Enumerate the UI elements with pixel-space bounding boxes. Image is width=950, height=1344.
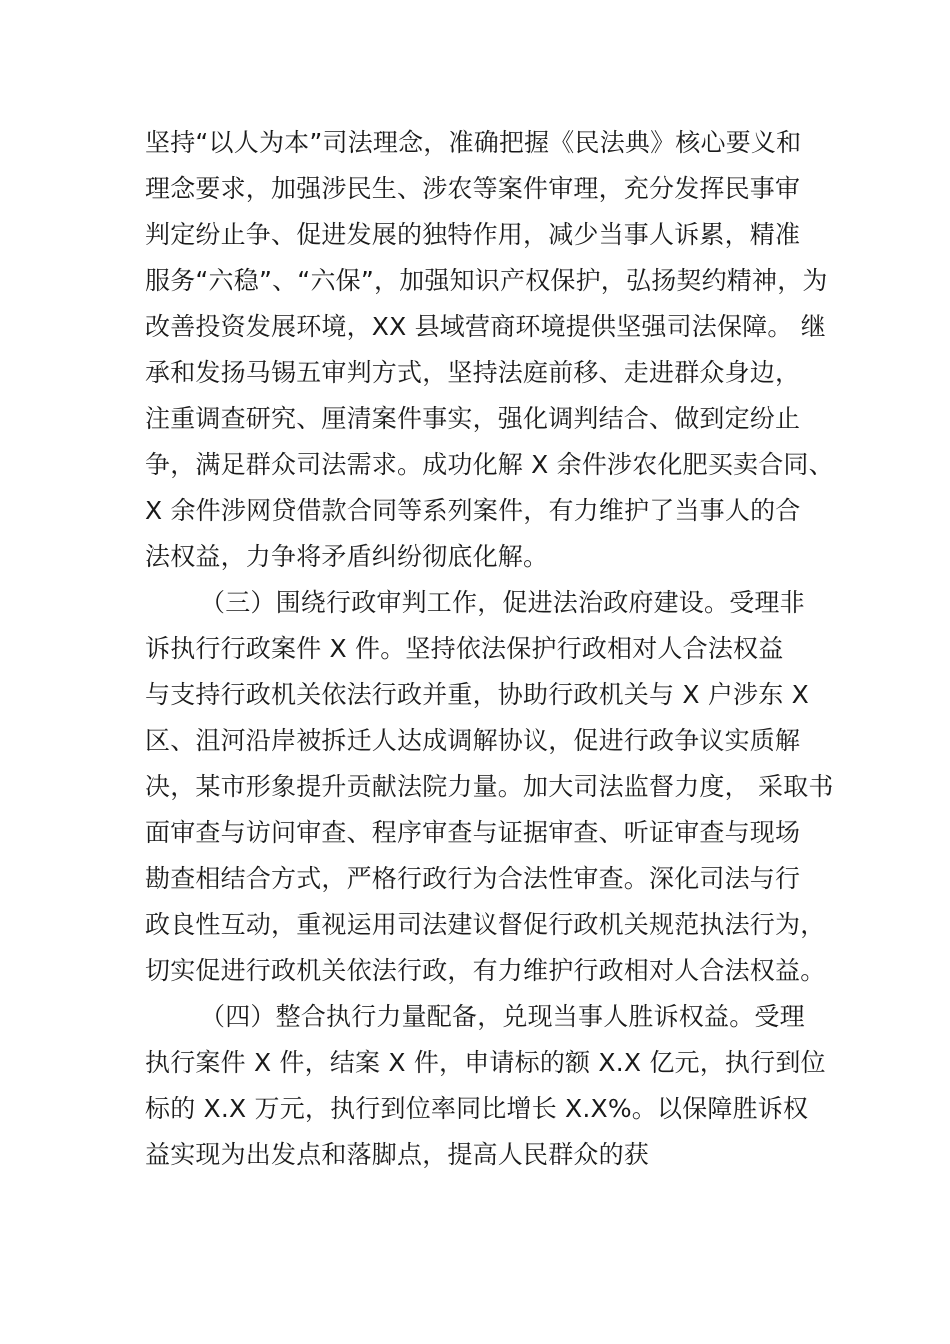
text-line: 勘查相结合方式，严格行政行为合法性审查。深化司法与行 xyxy=(145,864,801,893)
text-line: 与支持行政机关依法行政并重，协助行政机关与 X 户涉东 X xyxy=(145,680,809,709)
text-line: 区、沮河沿岸被拆迁人达成调解协议，促进行政争议实质解 xyxy=(145,726,801,755)
text-line: 争，满足群众司法需求。成功化解 X 余件涉农化肥买卖合同、 xyxy=(145,450,834,479)
text-line: X 余件涉网贷借款合同等系列案件，有力维护了当事人的合 xyxy=(145,496,801,525)
section-heading-line: （三）围绕行政审判工作，促进法治政府建设。受理非 xyxy=(200,588,805,617)
text-line: 服务“六稳”、“六保”，加强知识产权保护，弘扬契约精神，为 xyxy=(145,266,828,295)
text-line: 理念要求，加强涉民生、涉农等案件审理，充分发挥民事审 xyxy=(145,174,801,203)
text-line: 执行案件 X 件，结案 X 件，申请标的额 X.X 亿元，执行到位 xyxy=(145,1048,826,1077)
text-line: 决，某市形象提升贡献法院力量。加大司法监督力度， 采取书 xyxy=(145,772,834,801)
text-line: 坚持“以人为本”司法理念，准确把握《民法典》核心要义和 xyxy=(145,128,802,157)
text-line: 判定纷止争、促进发展的独特作用，减少当事人诉累，精准 xyxy=(145,220,801,249)
text-line: 注重调查研究、厘清案件事实，强化调判结合、做到定纷止 xyxy=(145,404,801,433)
text-line: 法权益，力争将矛盾纠纷彻底化解。 xyxy=(145,542,549,571)
text-line: 诉执行行政案件 X 件。坚持依法保护行政相对人合法权益 xyxy=(145,634,784,663)
text-line: 切实促进行政机关依法行政，有力维护行政相对人合法权益。 xyxy=(145,956,826,985)
text-line: 承和发扬马锡五审判方式，坚持法庭前移、走进群众身边， xyxy=(145,358,801,387)
text-line: 改善投资发展环境，XX 县域营商环境提供坚强司法保障。 继 xyxy=(145,312,826,341)
text-line: 益实现为出发点和落脚点，提高人民群众的获 xyxy=(145,1140,650,1169)
section-heading-line: （四）整合执行力量配备，兑现当事人胜诉权益。受理 xyxy=(200,1002,805,1031)
text-line: 政良性互动，重视运用司法建议督促行政机关规范执法行为， xyxy=(145,910,826,939)
text-line: 标的 X.X 万元，执行到位率同比增长 X.X%。以保障胜诉权 xyxy=(145,1094,809,1123)
text-line: 面审查与访问审查、程序审查与证据审查、听证审查与现场 xyxy=(145,818,801,847)
